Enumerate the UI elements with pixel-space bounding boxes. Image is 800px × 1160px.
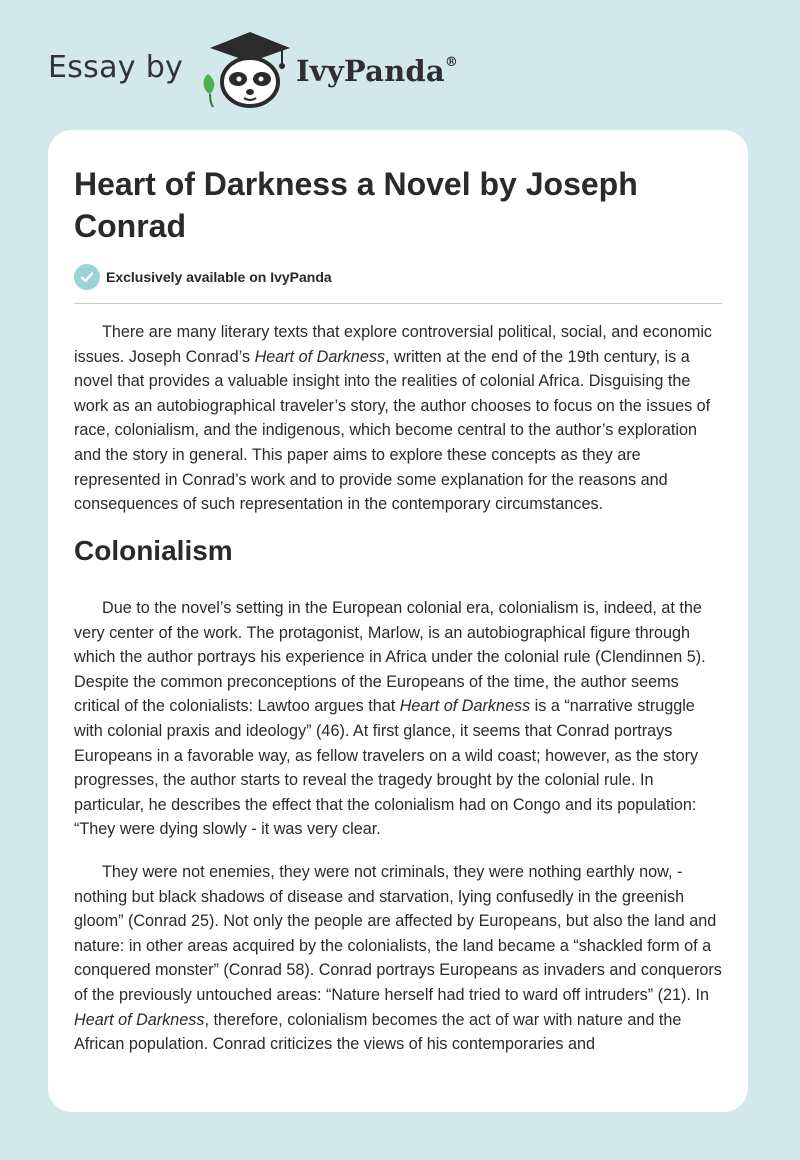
essay-title: Heart of Darkness a Novel by Joseph Conrad xyxy=(74,166,638,244)
essay-by-label: Essay by xyxy=(48,50,184,85)
site-header xyxy=(0,0,800,130)
essay-card xyxy=(48,130,748,1112)
paragraph: There are many literary texts that explore controversial political, social, and economic issues. Joseph Conrad’s Heart of Darkness, written at the end of the 19th century, is a novel that provides a valuable insight into the realities of colonial Africa. Disguising the work as an autobiographical traveler’s story, the author chooses to focus on the issues of race, colonialism, and the indigenous, which become central to the author’s exploration and the story in general. This paper aims to explore these concepts as they are represented in Conrad’s work and to provide some explanation for the reasons and consequences of such representation in the contemporary circumstances. xyxy=(74,323,713,514)
exclusive-badge xyxy=(74,264,332,290)
divider xyxy=(74,303,722,304)
check-icon xyxy=(74,264,100,290)
panda-graduate-icon[interactable] xyxy=(198,30,294,108)
brand-name[interactable]: IvyPanda® xyxy=(296,54,459,88)
paragraph: They were not enemies, they were not criminals, they were nothing earthly now, - nothing but black shadows of disease and starvation, lying confusedly in the greenish gloom” (Conrad 25). Not only the people are affected by Europeans, but also the land and nature: in other areas acquired by the colonialists, the land became a “shackled form of a conquered monster” (Conrad 58). Conrad portrays Europeans as invaders and conquerors of the previously untouched areas: “Nature herself had tried to ward off intruders” (21). In Heart of Darkness, therefore, colonialism becomes the act of war with nature and the African population. Conrad criticizes the views of his contemporaries and xyxy=(74,863,722,1054)
exclusive-label: Exclusively available on IvyPanda xyxy=(106,269,332,285)
section-heading: Colonialism xyxy=(74,535,233,566)
paragraph: Due to the novel’s setting in the European colonial era, colonialism is, indeed, at the very center of the work. The protagonist, Marlow, is an autobiographical figure through which the author portrays his experience in Africa under the colonial rule (Clendinnen 5). Despite the common preconceptions of the Europeans of the time, the author seems critical of the colonialists: Lawtoo argues that Heart of Darkness is a “narrative struggle with colonial praxis and ideology” (46). At first glance, it seems that Conrad portrays Europeans in a favorable way, as fellow travelers on a wild coast; however, as the story progresses, the author starts to reveal the tragedy brought by the colonial rule. In particular, he describes the effect that the colonialism had on Congo and its population: “They were dying slowly - it was very clear. xyxy=(74,599,706,839)
